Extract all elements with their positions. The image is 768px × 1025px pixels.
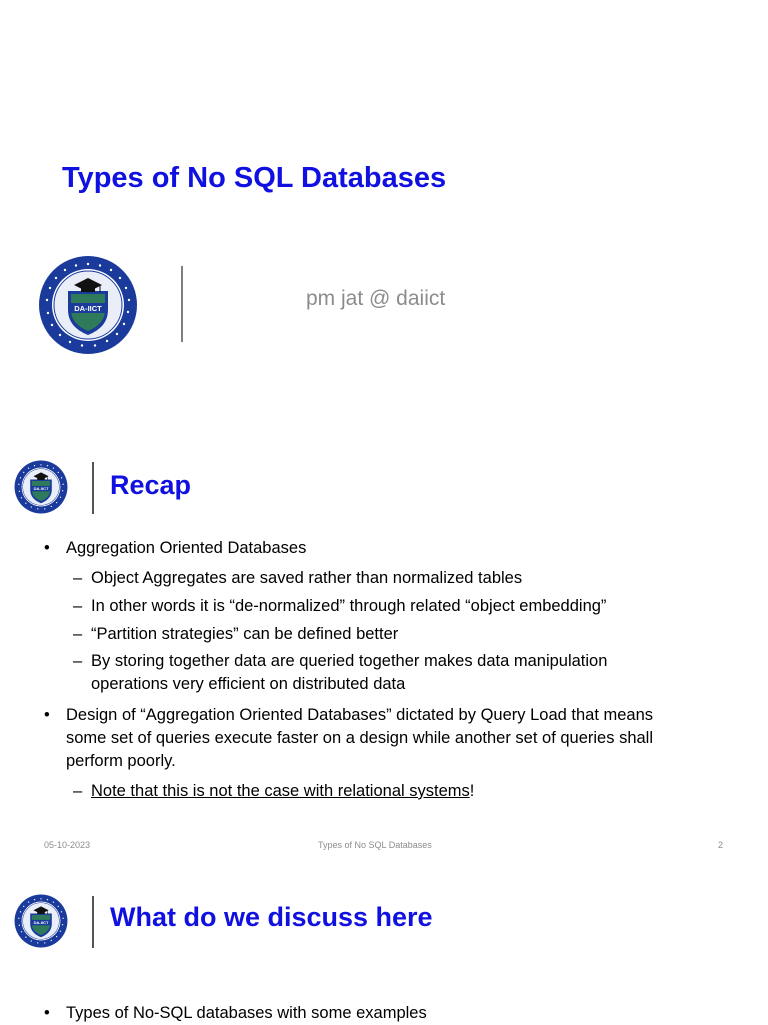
author-credit: pm jat @ daiict bbox=[306, 287, 446, 310]
list-item: • Types of No-SQL databases with some examples bbox=[44, 1004, 427, 1022]
daiict-logo-icon bbox=[14, 894, 68, 948]
slide-heading: Recap bbox=[110, 470, 192, 500]
footer-date: 05-10-2023 bbox=[44, 840, 91, 850]
presentation-title: Types of No SQL Databases bbox=[62, 162, 447, 194]
recap-slide bbox=[0, 430, 768, 864]
list-item: – Object Aggregates are saved rather than normalized tables bbox=[73, 569, 523, 587]
list-item: – By storing together data are queried together makes data manipulation operations very efficient on distributed data bbox=[73, 652, 608, 693]
list-item: – “Partition strategies” can be defined better bbox=[73, 625, 399, 643]
list-item: – In other words it is “de-normalized” through related “object embedding” bbox=[73, 597, 607, 615]
daiict-logo-icon bbox=[14, 460, 68, 514]
divider-line bbox=[92, 896, 94, 948]
footer-title: Types of No SQL Databases bbox=[318, 840, 432, 850]
slide-heading: What do we discuss here bbox=[110, 902, 433, 932]
list-item: – Note that this is not the case with relational systems! bbox=[73, 782, 475, 800]
list-item: • Design of “Aggregation Oriented Databases” dictated by Query Load that means some set of queries execute faster on a design while another set of queries shall perform poorly. bbox=[44, 706, 654, 770]
list-item: • Aggregation Oriented Databases bbox=[44, 539, 307, 557]
discussion-slide bbox=[0, 864, 768, 1024]
daiict-logo-icon bbox=[38, 255, 138, 355]
page-number: 2 bbox=[718, 840, 724, 850]
title-slide bbox=[0, 0, 768, 430]
divider-line bbox=[181, 266, 183, 342]
divider-line bbox=[92, 462, 94, 514]
